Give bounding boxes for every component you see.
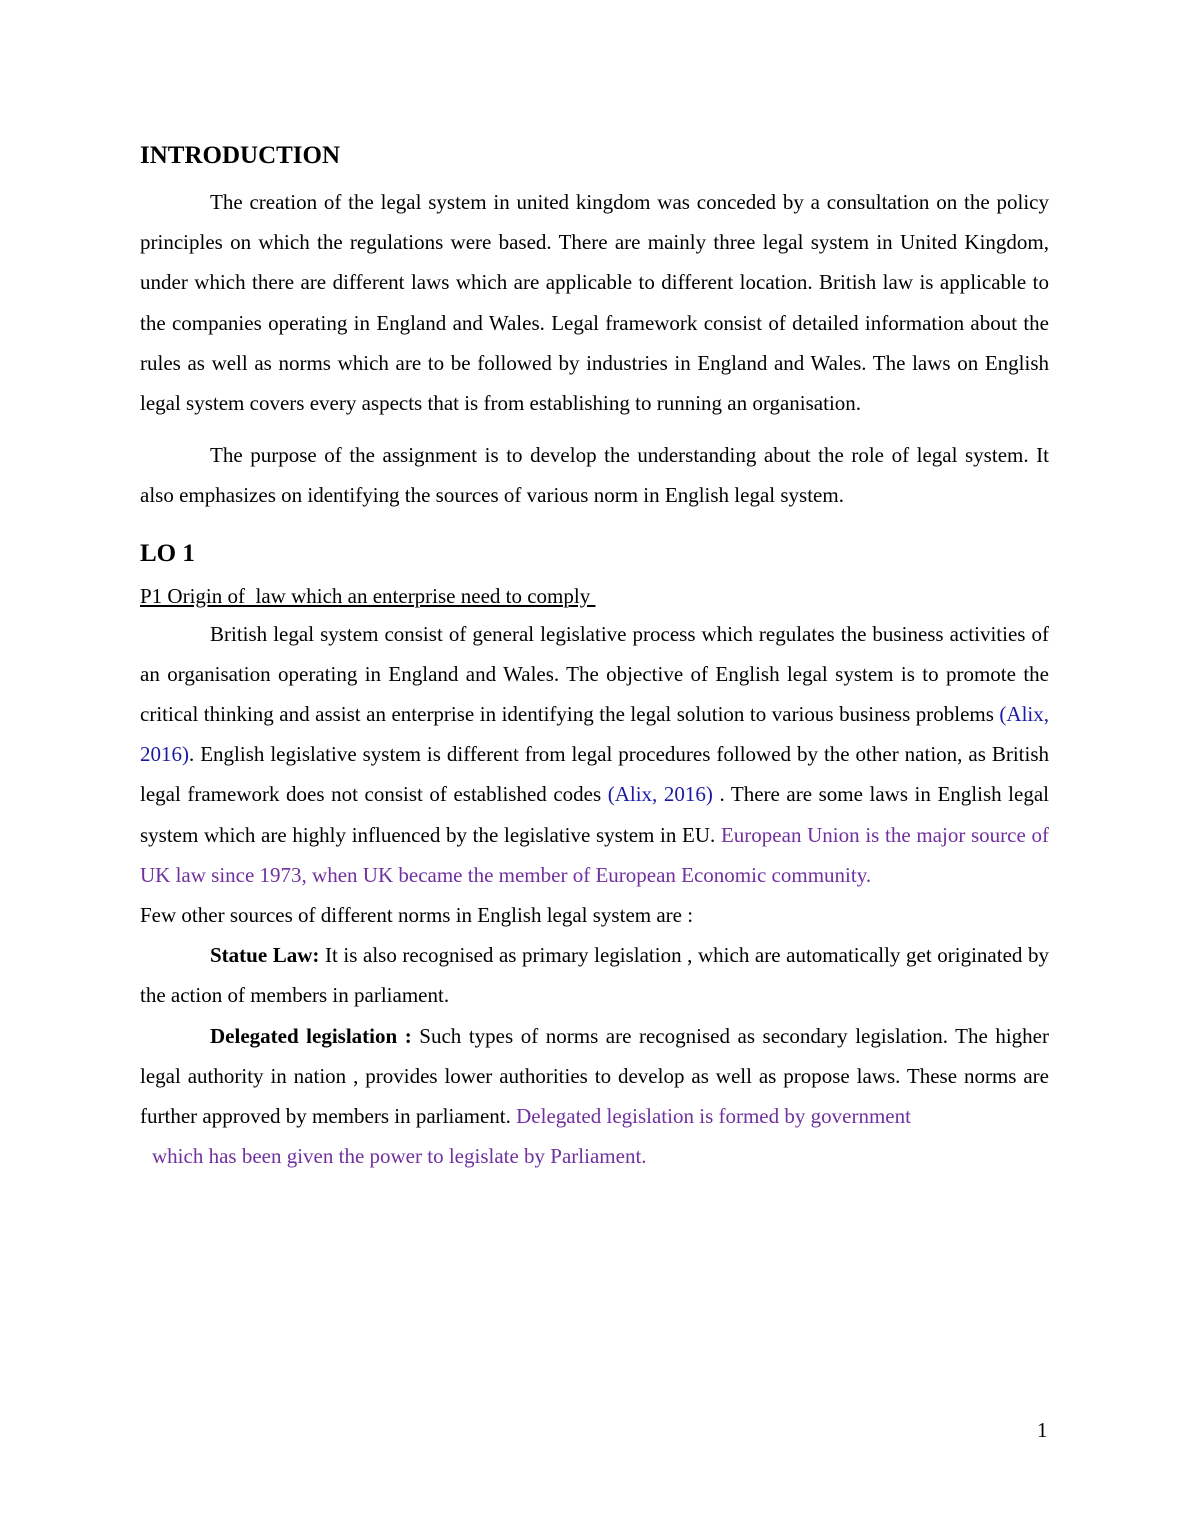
- text: Such types of norms are recognised as secondary legislation. The higher legal authority in nation , provides lower authorities to develop as well as propose laws. These norms are further approved by members in parliament.: [140, 1023, 1049, 1129]
- text: . English legislative system is different from legal procedures followed by the other nation, as British legal framework does not consist of established codes: [140, 742, 1049, 807]
- statute-label: Statue Law:: [210, 943, 320, 968]
- heading-introduction: INTRODUCTION: [140, 142, 341, 169]
- heading-lo1: LO 1: [140, 539, 195, 567]
- page-number: 1: [1037, 1418, 1048, 1442]
- highlighted-text: European Union is the major source of UK law since 1973, when UK became the member of European Economic community.: [140, 822, 1049, 887]
- citation: (Alix, 2016): [607, 782, 713, 807]
- statute-law-paragraph: [140, 935, 1049, 1015]
- document-page: [140, 138, 1049, 1176]
- text: It is also recognised as primary legislation , which are automatically get originated by the action of members in parliament.: [140, 943, 1049, 1008]
- citation: (Alix, 2016): [140, 702, 1049, 767]
- intro-paragraph-1: The creation of the legal system in united kingdom was conceded by a consultation on the policy principles on which the regulations were based. There are mainly three legal system in United Kingdom, under which there are different laws which are applicable to different location. British law is applicable to the companies operating in England and Wales. Legal framework consist of detailed information about the rules as well as norms which are to be followed by industries in England and Wales. The laws on English legal system covers every aspects that is from establishing to running an organisation.: [140, 190, 1049, 416]
- highlighted-text: Delegated legislation is formed by government: [516, 1104, 911, 1129]
- delegated-legislation-paragraph: [140, 1016, 1049, 1137]
- intro-paragraph-2: The purpose of the assignment is to develop the understanding about the role of legal system. It also emphasizes on identifying the sources of various norm in English legal system.: [140, 443, 1049, 508]
- text: British legal system consist of general legislative process which regulates the business activities of an organisation operating in England and Wales. The objective of English legal system is to promote the critical thinking and assist an enterprise in identifying the legal solution to various business problems: [140, 621, 1049, 727]
- lo1-paragraph-2: Few other sources of different norms in English legal system are :: [140, 903, 694, 928]
- delegated-continuation: which has been given the power to legislate by Parliament.: [152, 1144, 647, 1169]
- text: . There are some laws in English legal system which are highly influenced by the legislative system in EU.: [140, 782, 1049, 847]
- lo1-paragraph-1: [140, 614, 1049, 895]
- delegated-label: Delegated legislation :: [210, 1023, 412, 1048]
- subheading-p1: P1 Origin of law which an enterprise need to comply: [140, 583, 596, 608]
